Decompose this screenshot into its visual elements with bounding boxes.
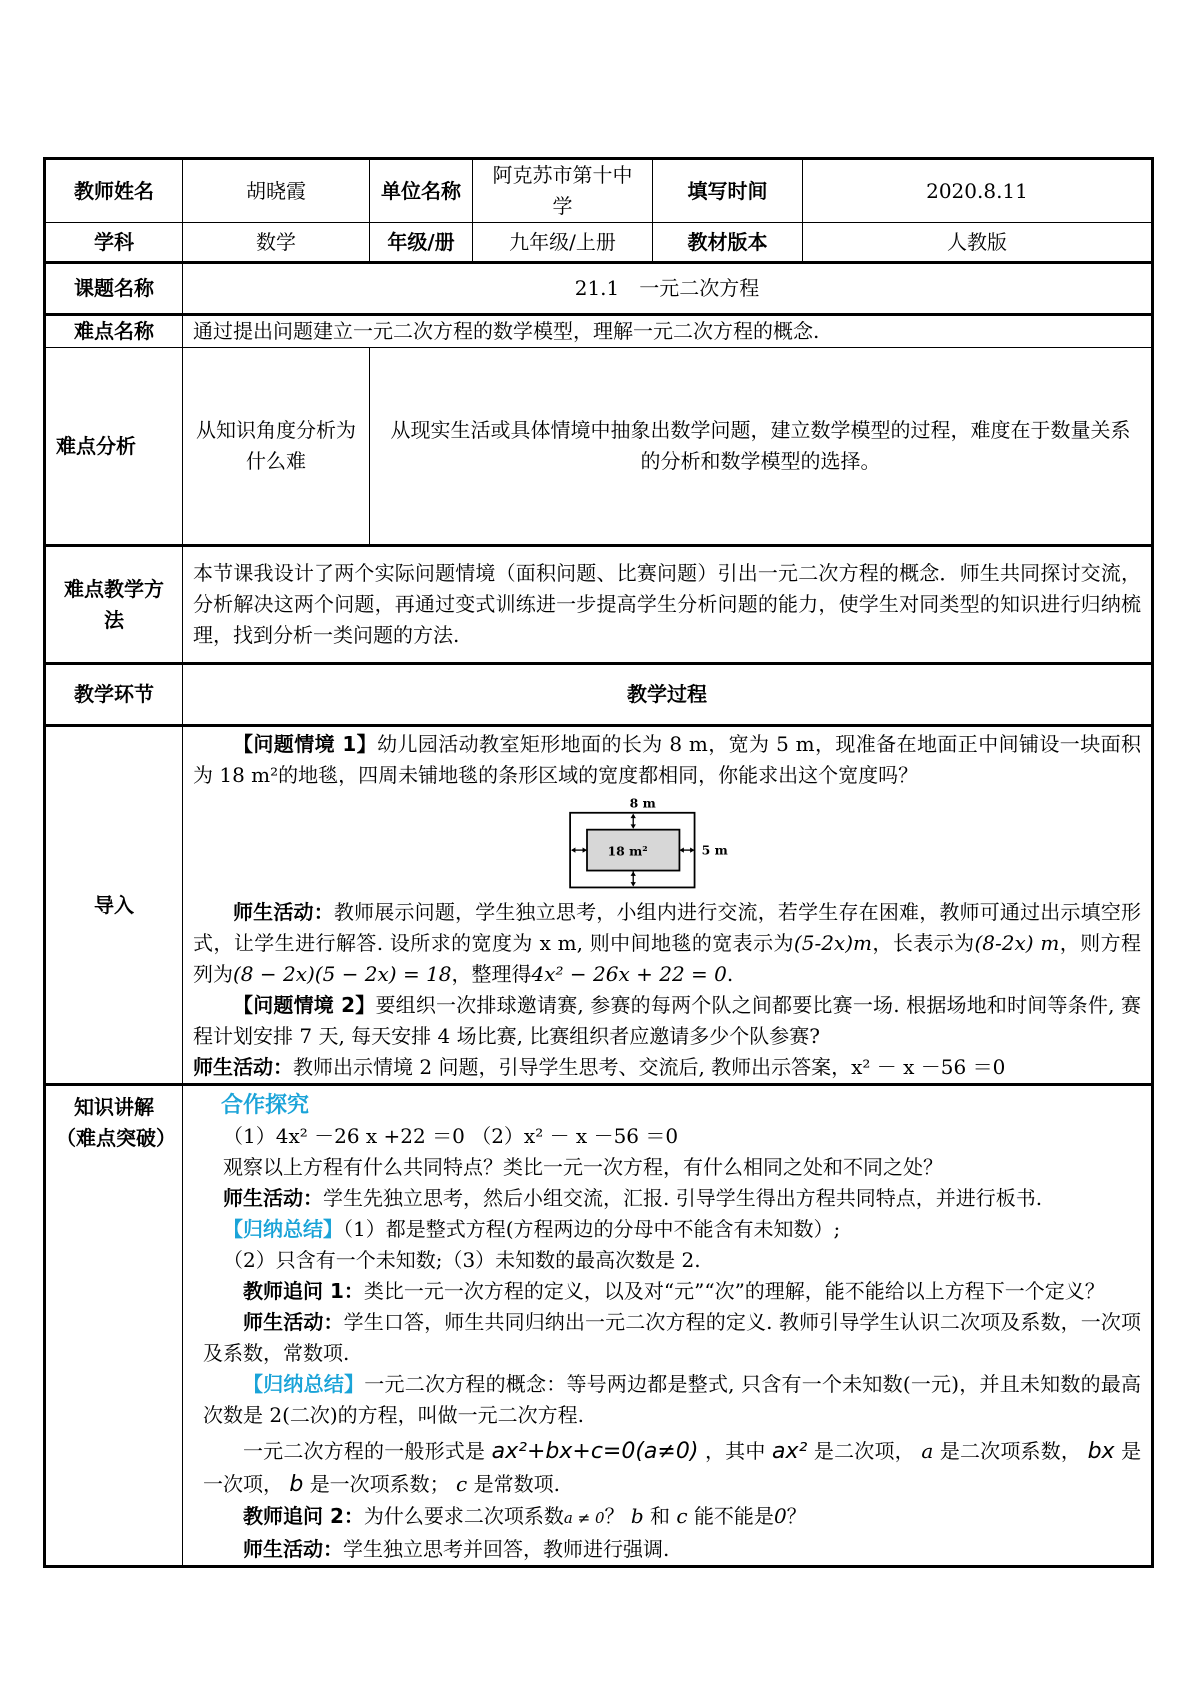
method-row	[45, 546, 1153, 664]
knowledge-content	[183, 1085, 1153, 1567]
general-form-text-5: 是一次项，	[203, 1439, 1142, 1496]
summary-1-title: 【归纳总结】	[223, 1217, 343, 1241]
diagram-center-label: 18 m²	[607, 843, 648, 859]
analysis-row	[45, 348, 1153, 546]
activity-2	[193, 1052, 1141, 1083]
followup-2-text-3: 和	[650, 1504, 671, 1528]
grade-label: 年级/册	[370, 223, 473, 263]
activity-k3-title: 师生活动：	[243, 1537, 343, 1561]
analysis-label: 难点分析	[45, 348, 183, 546]
general-form-text-4: 是二次项系数，	[939, 1439, 1082, 1463]
textbook-label: 教材版本	[653, 223, 803, 263]
activity-k1-text: 学生先独立思考，然后小组交流，汇报. 引导学生得出方程共同特点，并进行板书.	[323, 1186, 1043, 1210]
general-form-c: c	[456, 1472, 468, 1496]
activity-2-title: 师生活动：	[193, 1055, 293, 1079]
situation-1-text: 幼儿园活动教室矩形地面的长为 8 m，宽为 5 m，现准备在地面正中间铺设一块面积为 18 m²的地毯，四周未铺地毯的条形区域的宽度都相同，你能求出这个宽度吗？	[193, 732, 1141, 787]
coop-title: 合作探究	[221, 1093, 310, 1118]
header-row-1	[45, 159, 1153, 223]
summary-1-text: （1）都是整式方程(方程两边的分母中不能含有未知数）;	[343, 1217, 841, 1241]
activity-k3	[203, 1534, 1141, 1565]
teacher-label: 教师姓名	[45, 159, 183, 223]
situation-2	[193, 990, 1141, 1052]
followup-2-text-2: ？	[604, 1504, 625, 1528]
date-value: 2020.8.11	[803, 159, 1153, 223]
activity-1-length-expr: (8-2x) m	[974, 931, 1060, 955]
grade-value: 九年级/上册	[473, 223, 653, 263]
topic-value: 21.1 一元二次方程	[183, 263, 1153, 315]
general-form-text-3: 是二次项，	[813, 1439, 915, 1463]
general-form-text-1: 一元二次方程的一般形式是	[243, 1439, 486, 1463]
method-value: 本节课我设计了两个实际问题情境（面积问题、比赛问题）引出一元二次方程的概念．师生共同探讨交流，分析解决这两个问题，再通过变式训练进一步提高学生分析问题的能力，使学生对同类型的知识进行归纳梳理，找到分析一类问题的方法.	[183, 546, 1153, 664]
followup-1-text: 类比一元一次方程的定义，以及对“元”“次”的理解，能不能给以上方程下一个定义？	[363, 1279, 1105, 1303]
difficulty-label: 难点名称	[45, 315, 183, 348]
activity-1-title: 师生活动：	[233, 900, 334, 924]
knowledge-label	[45, 1085, 183, 1567]
followup-2-cond: a ≠ 0	[563, 1509, 605, 1527]
diagram-right-label: 5 m	[701, 842, 728, 858]
activity-2-text: 教师出示情境 2 问题，引导学生思考、交流后, 教师出示答案，x² － x －56 ＝0	[293, 1055, 1006, 1079]
difficulty-row	[45, 315, 1153, 348]
summary-1-cont: （2）只含有一个未知数;（3）未知数的最高次数是 2.	[223, 1248, 701, 1272]
general-form-bx: bx	[1087, 1439, 1115, 1464]
topic-row	[45, 263, 1153, 315]
followup-2-text-4: 能不能是	[693, 1504, 774, 1528]
subject-label: 学科	[45, 223, 183, 263]
followup-1-title: 教师追问 1：	[243, 1279, 364, 1303]
followup-2-b: b	[630, 1504, 644, 1528]
general-form-text-2: ，其中	[704, 1439, 766, 1463]
knowledge-row	[45, 1085, 1153, 1567]
activity-1-text-5: .	[726, 962, 734, 986]
followup-2-text-1: 为什么要求二次项系数	[363, 1504, 564, 1528]
intro-content	[183, 726, 1153, 1085]
activity-1-text-4: ，整理得	[451, 962, 532, 986]
general-form-text-6: 是一次项系数；	[309, 1472, 450, 1496]
activity-k1	[203, 1183, 1141, 1214]
analysis-sub-label: 从知识角度分析为什么难	[183, 348, 370, 546]
knowledge-label-line-2: （难点突破）	[56, 1126, 176, 1150]
situation-2-text: 要组织一次排球邀请赛, 参赛的每两个队之间都要比赛一场. 根据场地和时间等条件, 赛程计划安排 7 天, 每天安排 4 场比赛, 比赛组织者应邀请多少个队参赛?	[193, 993, 1141, 1048]
header-row-2	[45, 223, 1153, 263]
general-form-b: b	[289, 1472, 304, 1497]
general-form-a: a	[921, 1439, 934, 1463]
unit-value: 阿克苏市第十中学	[473, 159, 653, 223]
process-title: 教学过程	[183, 664, 1153, 726]
textbook-value: 人教版	[803, 223, 1153, 263]
general-form	[203, 1435, 1141, 1501]
activity-1	[193, 897, 1141, 990]
intro-row	[45, 726, 1153, 1085]
topic-label: 课题名称	[45, 263, 183, 315]
teacher-value: 胡晓霞	[183, 159, 370, 223]
activity-k3-text: 学生独立思考并回答，教师进行强调.	[343, 1537, 670, 1561]
general-form-equation: ax²+bx+c=0(a≠0)	[491, 1439, 699, 1464]
followup-2-text-5: ？	[786, 1504, 807, 1528]
observe-question: 观察以上方程有什么共同特点？类比一元一次方程，有什么相同之处和不同之处？	[223, 1155, 943, 1179]
summary-2-text: 一元二次方程的概念：等号两边都是整式, 只含有一个未知数(一元)，并且未知数的最高次数是 2(二次)的方程，叫做一元二次方程.	[203, 1372, 1141, 1427]
subject-value: 数学	[183, 223, 370, 263]
knowledge-label-line-1: 知识讲解	[74, 1095, 154, 1119]
date-label: 填写时间	[653, 159, 803, 223]
intro-label: 导入	[45, 726, 183, 1085]
general-form-ax2: ax²	[772, 1439, 808, 1464]
activity-k2	[203, 1307, 1141, 1369]
activity-1-text-2: ，长表示为	[871, 931, 975, 955]
summary-2-title: 【归纳总结】	[243, 1372, 365, 1396]
activity-1-width-expr: (5-2x)m	[793, 931, 872, 955]
summary-2	[203, 1369, 1141, 1431]
activity-1-text-3: ，则方程列为	[193, 931, 1142, 986]
unit-label: 单位名称	[370, 159, 473, 223]
activity-k2-text: 学生口答，师生共同归纳出一元二次方程的定义. 教师引导学生认识二次项及系数，一次项及系数，常数项.	[203, 1310, 1142, 1365]
summary-1	[203, 1214, 1141, 1245]
activity-1-text-1: 教师展示问题，学生独立思考，小组内进行交流，若学生存在困难，教师可通过出示填空形式，让学生进行解答. 设所求的宽度为 x m, 则中间地毯的宽表示为	[193, 900, 1142, 955]
activity-1-equation: (8 − 2x)(5 − 2x) = 18	[233, 962, 452, 986]
situation-1	[193, 729, 1141, 791]
followup-2-c: c	[676, 1504, 688, 1528]
difficulty-value: 通过提出问题建立一元二次方程的数学模型，理解一元二次方程的概念.	[183, 315, 1153, 348]
diagram-top-label: 8 m	[629, 795, 656, 811]
coop-equations: （1）4x² －26 x +22 ＝0 （2）x² － x －56 ＝0	[223, 1124, 679, 1148]
followup-2-zero: 0	[773, 1504, 787, 1528]
activity-k1-title: 师生活动：	[223, 1186, 323, 1210]
general-form-text-7: 是常数项.	[473, 1472, 560, 1496]
followup-1	[203, 1276, 1141, 1307]
analysis-value: 从现实生活或具体情境中抽象出数学问题，建立数学模型的过程，难度在于数量关系的分析和数学模型的选择。	[370, 348, 1153, 546]
activity-1-simplified: 4x² − 26x + 22 = 0	[531, 962, 727, 986]
situation-2-title: 【问题情境 2】	[233, 993, 376, 1017]
followup-2-title: 教师追问 2：	[243, 1504, 364, 1528]
carpet-diagram	[563, 793, 728, 893]
process-stage-label: 教学环节	[45, 664, 183, 726]
process-header-row	[45, 664, 1153, 726]
situation-1-title: 【问题情境 1】	[233, 732, 378, 756]
followup-2	[203, 1501, 1141, 1534]
method-label: 难点教学方法	[45, 546, 183, 664]
activity-k2-title: 师生活动：	[243, 1310, 344, 1334]
lesson-plan-table	[43, 157, 1154, 1568]
